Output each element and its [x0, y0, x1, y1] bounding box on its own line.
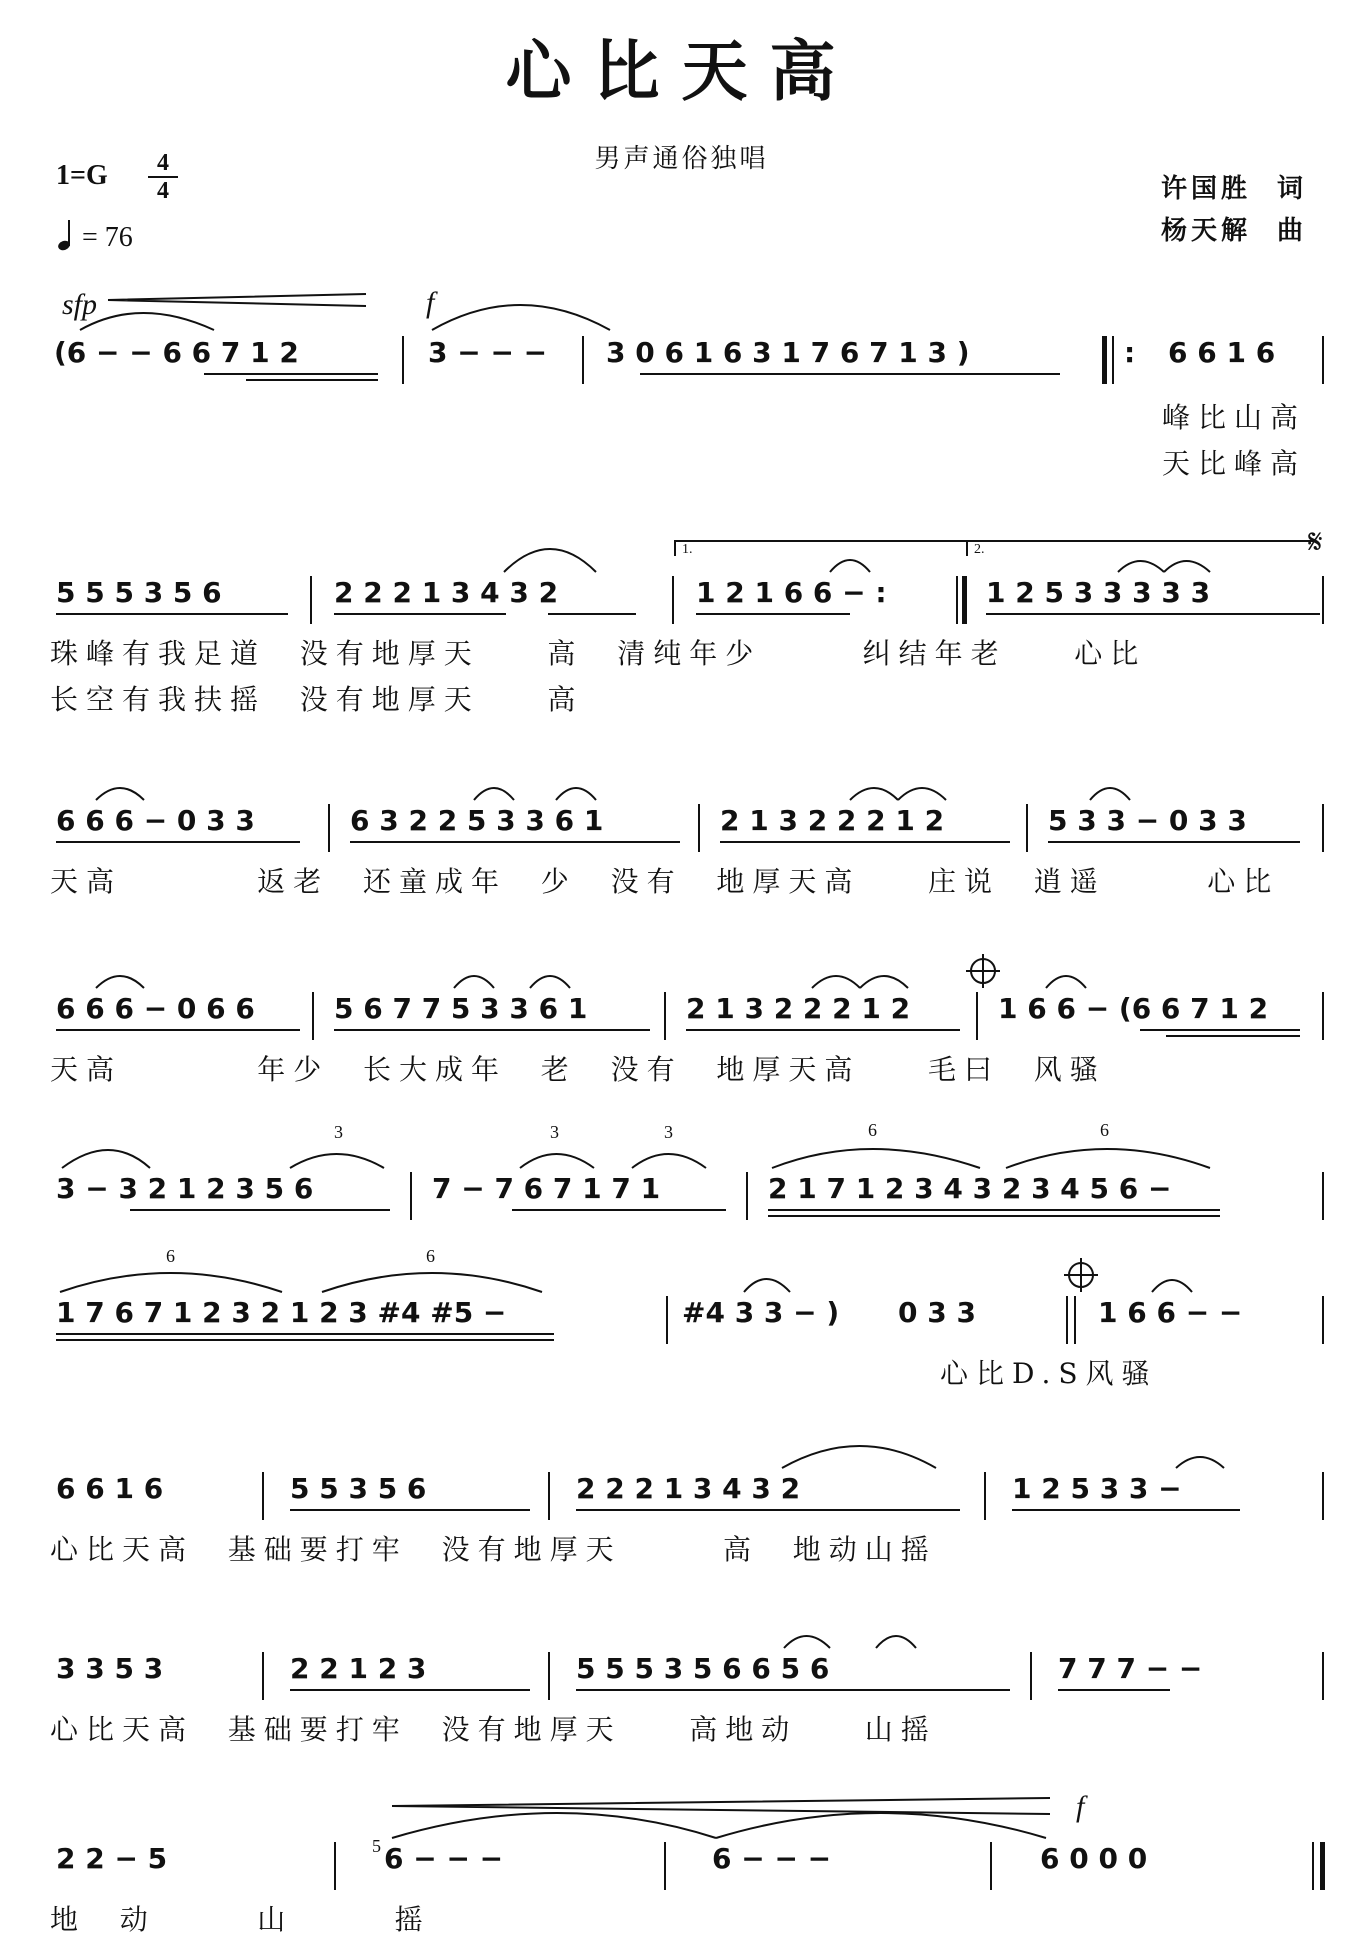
barline	[1322, 1296, 1324, 1344]
barline	[328, 804, 330, 852]
barline	[1074, 1296, 1076, 1344]
notes-line-2: 5 5 5 3 5 6 2 2 2 1 3 4 3 2 1 2 1 6 6 − : 1 2 5 3 3 3 3 3	[0, 576, 1363, 616]
svg-text:6: 6	[166, 1246, 175, 1266]
barline	[1112, 336, 1114, 384]
notes-line-9: 2 2 − 5 6 − − − 6 − − − 6 0 0 0	[0, 1842, 1363, 1882]
time-signature	[148, 150, 178, 204]
barline	[672, 576, 674, 624]
barline	[956, 576, 958, 624]
lyrics-line-9: 地 动 山 摇	[50, 1903, 431, 1936]
segno-mark: 𝄋	[1308, 522, 1323, 562]
lyrics-line-3: 天高 返老 还童成年 少 没有 地厚天高 庄说 逍遥 心比	[50, 865, 1280, 898]
barline	[990, 1842, 992, 1890]
barline	[310, 576, 312, 624]
repeat-start-bar	[1102, 336, 1107, 384]
barline	[984, 1472, 986, 1520]
barline	[312, 992, 314, 1040]
svg-text:6: 6	[1100, 1120, 1109, 1140]
barline	[1322, 992, 1324, 1040]
tempo-marking	[58, 220, 133, 254]
barline	[410, 1172, 412, 1220]
notes-line-4: 6 6 6 − 0 6 6 5 6 7 7 5 3 3 6 1 2 1 3 2 2 2 1 2 1 6 6 − (6 6 7 1 2	[0, 992, 1363, 1032]
notes-line-3: 6 6 6 − 0 3 3 6 3 2 2 5 3 3 6 1 2 1 3 2 2 2 1 2 5 3 3 − 0 3 3	[0, 804, 1363, 844]
barline	[1322, 576, 1324, 624]
svg-text:3: 3	[550, 1122, 559, 1142]
lyrics-line-4: 天高 年少 长大成年 老 没有 地厚天高 毛曰 风骚	[50, 1053, 1106, 1086]
quarter-note-icon	[58, 220, 72, 250]
coda-icon	[970, 958, 996, 984]
svg-text:5: 5	[372, 1836, 381, 1856]
notes-line-5: 3 − 3 2 1 2 3 5 6 7 − 7 6 7 1 7 1 2 1 7 1 2 3 4 3 2 3 4 5 6 −	[0, 1172, 1363, 1212]
barline	[334, 1842, 336, 1890]
composer-credit	[1161, 210, 1307, 247]
song-subtitle: 男声通俗独唱	[594, 144, 769, 174]
barline	[1322, 804, 1324, 852]
barline	[262, 1472, 264, 1520]
svg-text:6: 6	[868, 1120, 877, 1140]
tempo-value: = 76	[82, 222, 133, 253]
barline	[1322, 1172, 1324, 1220]
lyrics-line-7: 心比天高 基础要打牢 没有地厚天 高 地动山摇	[50, 1533, 937, 1566]
notes-line-7: 6 6 1 6 5 5 3 5 6 2 2 2 1 3 4 3 2 1 2 5 3 3 −	[0, 1472, 1363, 1512]
barline	[976, 992, 978, 1040]
barline	[1030, 1652, 1032, 1700]
barline	[664, 1842, 666, 1890]
lyrics-line-2-verse-1: 珠峰有我足道 没有地厚天 高 清纯年少 纠结年老 心比	[50, 637, 1147, 670]
barline	[746, 1172, 748, 1220]
svg-text:3: 3	[664, 1122, 673, 1142]
barline	[1322, 1472, 1324, 1520]
barline	[262, 1652, 264, 1700]
composer-name: 杨天解	[1160, 216, 1251, 246]
svg-text:3: 3	[334, 1122, 343, 1142]
barline	[664, 992, 666, 1040]
barline	[548, 1472, 550, 1520]
lyricist-credit	[1161, 168, 1307, 205]
dynamic-f-1: f	[426, 286, 435, 319]
barline	[1026, 804, 1028, 852]
barline	[698, 804, 700, 852]
meter-top: 4	[148, 150, 178, 178]
lyricist-role: 词	[1276, 174, 1307, 204]
dynamic-f-2: f	[1076, 1790, 1085, 1823]
barline	[666, 1296, 668, 1344]
barline	[1322, 336, 1324, 384]
notes-line-6: 1 7 6 7 1 2 3 2 1 2 3 #4 #5 − #4 3 3 − ) 0 3 3 1 6 6 − −	[0, 1296, 1363, 1336]
barline	[1312, 1842, 1314, 1890]
song-title: 心比天高	[505, 33, 858, 110]
lyrics-line-2-verse-2: 长空有我扶摇 没有地厚天 高	[50, 683, 584, 716]
barline	[402, 336, 404, 384]
repeat-end-bar	[962, 576, 967, 624]
final-bar	[1320, 1842, 1325, 1890]
composer-role: 曲	[1276, 216, 1307, 246]
volta-first: 1.	[674, 540, 968, 556]
meter-bottom: 4	[157, 178, 169, 204]
dynamic-sfp: sfp	[62, 288, 98, 321]
volta-second: 2.	[966, 540, 1314, 556]
svg-text:6: 6	[426, 1246, 435, 1266]
barline	[582, 336, 584, 384]
barline	[1066, 1296, 1068, 1344]
barline	[1322, 1652, 1324, 1700]
key-signature: 1=G	[56, 160, 108, 191]
lyricist-name: 许国胜	[1160, 174, 1251, 204]
lyrics-line-8: 心比天高 基础要打牢 没有地厚天 高地动 山摇	[50, 1713, 937, 1746]
lyrics-line-6: 心比D.S风骚	[940, 1357, 1158, 1390]
notes-line-1: (6 − − 6 6 7 1 2 3 − − − 3 0 6 1 6 3 1 7 6 7 1 3 ) : 6 6 1 6	[0, 336, 1363, 376]
coda-icon-2	[1068, 1262, 1094, 1288]
notes-line-8: 3 3 5 3 2 2 1 2 3 5 5 5 3 5 6 6 5 6 7 7 7 − −	[0, 1652, 1363, 1692]
lyrics-line-1-verse-1: 峰比山高	[1162, 401, 1307, 434]
barline	[548, 1652, 550, 1700]
lyrics-line-1-verse-2: 天比峰高	[1162, 447, 1307, 480]
